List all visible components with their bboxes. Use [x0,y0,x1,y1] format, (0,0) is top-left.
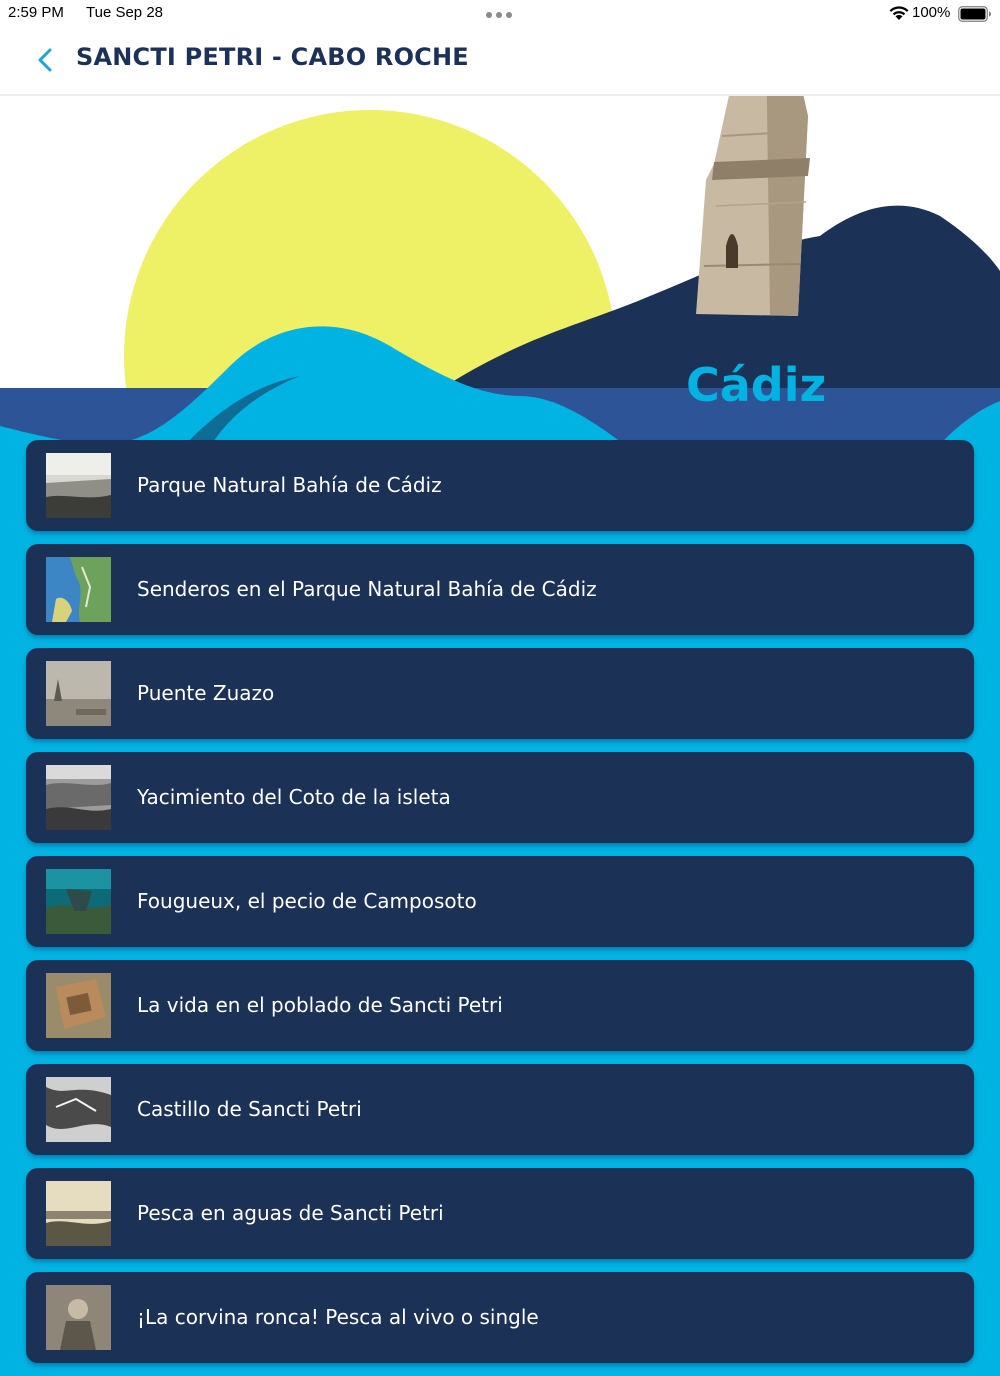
hero-banner [0,96,1000,456]
battery-icon [958,6,992,22]
list-item[interactable] [26,856,974,947]
list-item[interactable] [26,440,974,531]
list-item-label: Puente Zuazo [137,681,275,705]
region-title: Cádiz [686,358,827,412]
multitasking-dots-icon[interactable] [486,12,512,18]
poi-list [26,440,974,1376]
thumbnail [46,1181,111,1246]
list-item-label: La vida en el poblado de Sancti Petri [137,993,503,1017]
battery-percentage: 100% [912,4,951,21]
status-date: Tue Sep 28 [86,4,163,21]
thumbnail [46,661,111,726]
thumbnail [46,765,111,830]
list-item[interactable] [26,1064,974,1155]
navigation-bar [0,28,1000,96]
list-item[interactable] [26,1272,974,1363]
list-item[interactable] [26,752,974,843]
list-item-label: Parque Natural Bahía de Cádiz [137,473,442,497]
back-chevron-icon[interactable] [30,42,60,78]
hero-illustration [0,96,1000,456]
list-item-label: ¡La corvina ronca! Pesca al vivo o single [137,1305,539,1329]
status-time: 2:59 PM [8,4,64,21]
list-item[interactable] [26,648,974,739]
thumbnail [46,869,111,934]
thumbnail [46,557,111,622]
list-item-label: Fougueux, el pecio de Camposoto [137,889,477,913]
wifi-icon [888,5,910,21]
list-item-label: Castillo de Sancti Petri [137,1097,362,1121]
thumbnail [46,1285,111,1350]
list-item[interactable] [26,1168,974,1259]
list-item-label: Pesca en aguas de Sancti Petri [137,1201,444,1225]
thumbnail [46,1077,111,1142]
list-item-label: Yacimiento del Coto de la isleta [137,785,451,809]
status-bar [0,0,1000,28]
list-item[interactable] [26,544,974,635]
thumbnail [46,453,111,518]
list-item[interactable] [26,960,974,1051]
list-item-label: Senderos en el Parque Natural Bahía de Cádiz [137,577,597,601]
page-title: SANCTI PETRI - CABO ROCHE [76,43,469,71]
thumbnail [46,973,111,1038]
tower-illustration [696,96,810,316]
